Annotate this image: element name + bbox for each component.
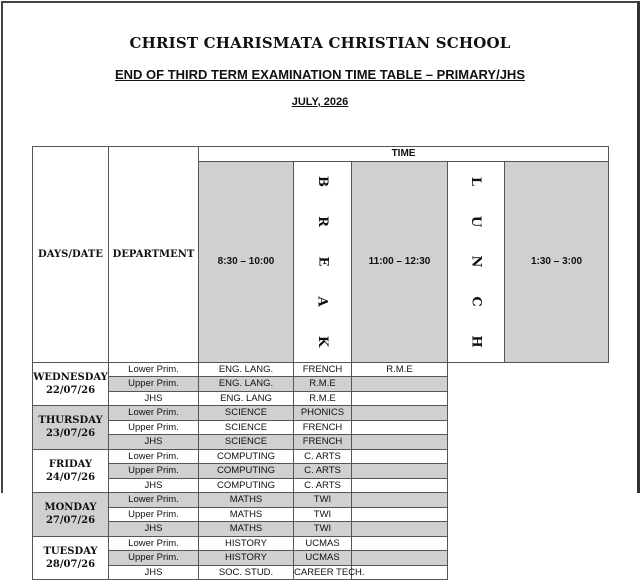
- slot-2-cell: FRENCH: [294, 362, 352, 377]
- slot-3-cell: [352, 507, 448, 522]
- table-row: [33, 449, 609, 464]
- slot-2-cell: FRENCH: [294, 420, 352, 435]
- lunch-letter: L: [468, 176, 484, 187]
- department-cell: Upper Prim.: [109, 551, 199, 566]
- table-row: [33, 362, 609, 377]
- header-time: TIME: [199, 147, 609, 162]
- break-letter: B: [315, 176, 330, 187]
- slot-1-cell: ENG. LANG.: [199, 362, 294, 377]
- header-slot-1: 8:30 – 10:00: [199, 161, 294, 362]
- slot-2-cell: C. ARTS: [294, 449, 352, 464]
- day-name: FRIDAY: [48, 458, 93, 470]
- department-cell: JHS: [109, 478, 199, 493]
- department-cell: Upper Prim.: [109, 420, 199, 435]
- slot-1-cell: COMPUTING: [199, 464, 294, 479]
- department-cell: Lower Prim.: [109, 449, 199, 464]
- slot-1-cell: SCIENCE: [199, 435, 294, 450]
- slot-2-cell: TWI: [294, 493, 352, 508]
- table-row: [33, 377, 609, 392]
- slot-2-cell: C. ARTS: [294, 464, 352, 479]
- slot-1-cell: HISTORY: [199, 536, 294, 551]
- table-row: [33, 565, 609, 580]
- slot-2-cell: TWI: [294, 507, 352, 522]
- break-column: [294, 161, 352, 362]
- table-row: [33, 391, 609, 406]
- table-row: [33, 522, 609, 537]
- school-name: CHRIST CHARISMATA CHRISTIAN SCHOOL: [129, 34, 511, 52]
- break-letter: K: [315, 335, 330, 348]
- lunch-letter: C: [468, 296, 484, 307]
- slot-3-cell: [352, 478, 448, 493]
- table-row: [33, 478, 609, 493]
- slot-3-cell: [352, 464, 448, 479]
- day-date-cell: [33, 406, 109, 450]
- slot-3-cell: [352, 522, 448, 537]
- day-date: 28/07/26: [45, 558, 96, 570]
- department-cell: JHS: [109, 522, 199, 537]
- slot-3-cell: [352, 377, 448, 392]
- slot-3-cell: [352, 435, 448, 450]
- slot-2-cell: R.M.E: [294, 391, 352, 406]
- slot-1-cell: MATHS: [199, 507, 294, 522]
- slot-1-cell: SCIENCE: [199, 406, 294, 421]
- header-days-date: DAYS/DATE: [33, 147, 109, 363]
- day-date: 22/07/26: [45, 384, 96, 396]
- department-cell: Lower Prim.: [109, 536, 199, 551]
- slot-2-cell: TWI: [294, 522, 352, 537]
- department-cell: Lower Prim.: [109, 493, 199, 508]
- slot-3-cell: [352, 391, 448, 406]
- day-name: WEDNESDAY: [33, 371, 108, 383]
- slot-3-cell: [352, 406, 448, 421]
- slot-1-cell: MATHS: [199, 522, 294, 537]
- department-cell: Upper Prim.: [109, 507, 199, 522]
- slot-3-cell: R.M.E: [352, 362, 448, 377]
- slot-2-cell: CAREER TECH.: [294, 566, 365, 578]
- slot-2-cell: C. ARTS: [294, 478, 352, 493]
- table-row: [33, 406, 609, 421]
- slot-3-cell: [352, 536, 448, 551]
- department-cell: Lower Prim.: [109, 406, 199, 421]
- header-slot-2: 11:00 – 12:30: [352, 161, 448, 362]
- slot-3-cell: [352, 449, 448, 464]
- day-name: MONDAY: [44, 502, 97, 514]
- slot-1-cell: COMPUTING: [199, 478, 294, 493]
- lunch-letter: H: [468, 335, 484, 348]
- slot-3-cell: [352, 565, 448, 580]
- table-row: [33, 507, 609, 522]
- day-date-cell: [33, 493, 109, 537]
- day-date: 24/07/26: [45, 471, 96, 483]
- day-date: 27/07/26: [45, 515, 96, 527]
- day-date: 23/07/26: [45, 428, 96, 440]
- slot-1-cell: MATHS: [199, 493, 294, 508]
- slot-1-cell: ENG. LANG: [199, 391, 294, 406]
- day-date-cell: [33, 536, 109, 580]
- slot-2-cell: UCMAS: [294, 536, 352, 551]
- department-cell: Upper Prim.: [109, 464, 199, 479]
- slot-3-cell: [352, 551, 448, 566]
- slot-1-cell: SOC. STUD.: [199, 565, 294, 580]
- break-letter: R: [315, 216, 330, 227]
- day-date-cell: [33, 362, 109, 406]
- day-date-cell: [33, 449, 109, 493]
- department-cell: Upper Prim.: [109, 377, 199, 392]
- lunch-letter: U: [468, 215, 484, 228]
- slot-3-cell: [352, 493, 448, 508]
- slot-3-cell: [352, 420, 448, 435]
- slot-2-cell: R.M.E: [294, 377, 352, 392]
- slot-2-cell: FRENCH: [294, 435, 352, 450]
- header-slot-3: 1:30 – 3:00: [505, 161, 609, 362]
- break-letter: E: [314, 256, 330, 267]
- slot-1-cell: ENG. LANG.: [199, 377, 294, 392]
- slot-1-cell: SCIENCE: [199, 420, 294, 435]
- lunch-column: [448, 161, 505, 362]
- slot-2-cell: UCMAS: [294, 551, 352, 566]
- day-name: TUESDAY: [43, 545, 98, 557]
- slot-2-cell: PHONICS: [294, 406, 352, 421]
- table-row: [33, 493, 609, 508]
- department-cell: JHS: [109, 565, 199, 580]
- timetable-title: END OF THIRD TERM EXAMINATION TIME TABLE – PRIMARY/JHS: [115, 67, 525, 82]
- department-cell: JHS: [109, 391, 199, 406]
- slot-1-cell: HISTORY: [199, 551, 294, 566]
- table-row: [33, 464, 609, 479]
- table-row: [33, 420, 609, 435]
- table-row: [33, 435, 609, 450]
- break-letter: A: [315, 296, 330, 307]
- table-row: [33, 551, 609, 566]
- slot-1-cell: COMPUTING: [199, 449, 294, 464]
- header-department: DEPARTMENT: [109, 147, 199, 363]
- timetable: [32, 146, 609, 580]
- department-cell: Lower Prim.: [109, 362, 199, 377]
- day-name: THURSDAY: [38, 415, 103, 427]
- department-cell: JHS: [109, 435, 199, 450]
- lunch-letter: N: [468, 255, 484, 268]
- table-row: [33, 536, 609, 551]
- exam-date: JULY, 2026: [291, 96, 349, 108]
